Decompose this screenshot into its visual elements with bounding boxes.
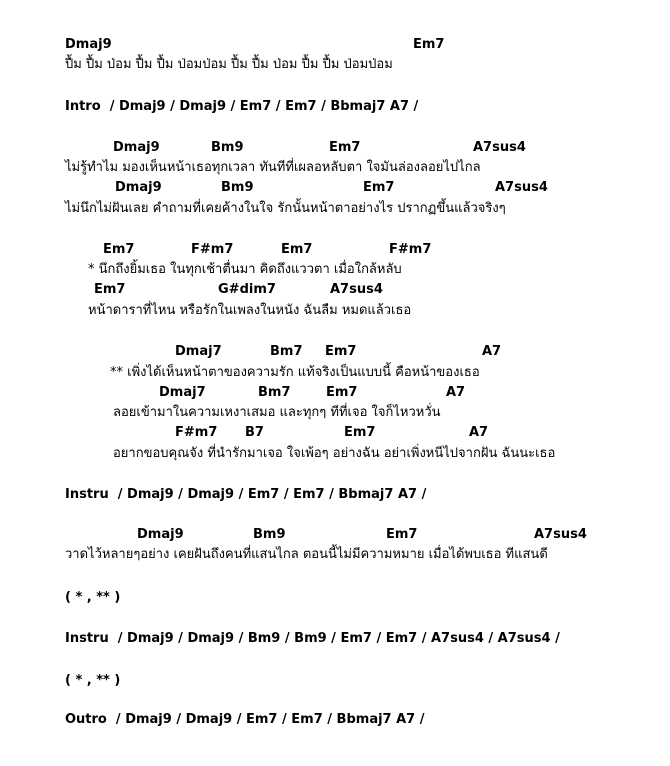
lyric-line: หน้าดาราที่ไหน หรือรักในเพลงในหนัง ฉันลืม หมดแล้วเธอ <box>88 303 412 318</box>
instrumental-progression: Instru / Dmaj9 / Dmaj9 / Em7 / Em7 / Bbmaj7 A7 / <box>65 487 427 502</box>
chord: Em7 <box>344 425 376 440</box>
chord: F#m7 <box>389 242 432 257</box>
chord: Dmaj9 <box>65 37 112 52</box>
chord: A7sus4 <box>495 180 548 195</box>
chord: Bm7 <box>258 385 291 400</box>
instrumental-progression: Instru / Dmaj9 / Dmaj9 / Bm9 / Bm9 / Em7 / Em7 / A7sus4 / A7sus4 / <box>65 631 560 646</box>
lyric-line: ** เพิ่งได้เห็นหน้าตาของความรัก แท้จริงเป็นแบบนี้ คือหน้าของเธอ <box>110 365 480 380</box>
chord: F#m7 <box>191 242 234 257</box>
chord: A7sus4 <box>330 282 383 297</box>
chord: Dmaj9 <box>113 140 160 155</box>
chord: Dmaj7 <box>159 385 206 400</box>
chord: A7 <box>446 385 466 400</box>
lyric-line: ไม่นึกไม่ฝันเลย คำถามที่เคยค้างในใจ รักนั้นหน้าตาอย่างไร ปรากฏขึ้นแล้วจริงๆ <box>65 201 506 216</box>
chord: Em7 <box>386 527 418 542</box>
chord: A7sus4 <box>534 527 587 542</box>
outro-progression: Outro / Dmaj9 / Dmaj9 / Em7 / Em7 / Bbmaj7 A7 / <box>65 712 425 727</box>
chord: A7 <box>469 425 489 440</box>
chord: Bm9 <box>221 180 254 195</box>
chord: Bm7 <box>270 344 303 359</box>
chord: F#m7 <box>175 425 218 440</box>
chord: Em7 <box>413 37 445 52</box>
lyric-line: วาดไว้หลายๆอย่าง เคยฝันถึงคนที่แสนไกล ตอนนี้ไม่มีความหมาย เมื่อได้พบเธอ ทีแสนดี <box>65 547 548 562</box>
chord: A7sus4 <box>473 140 526 155</box>
chord: Em7 <box>325 344 357 359</box>
lyric-line: อยากขอบคุณจัง ที่นำรักมาเจอ ใจเพ้อๆ อย่างฉัน อย่าเพิ่งหนีไปจากฝัน ฉันนะเธอ <box>113 446 556 461</box>
chord: Dmaj9 <box>115 180 162 195</box>
chord: Em7 <box>329 140 361 155</box>
chord: Em7 <box>363 180 395 195</box>
repeat-marker: ( * , ** ) <box>65 673 121 688</box>
intro-progression: Intro / Dmaj9 / Dmaj9 / Em7 / Em7 / Bbmaj7 A7 / <box>65 99 419 114</box>
chord: Bm9 <box>211 140 244 155</box>
repeat-marker: ( * , ** ) <box>65 590 121 605</box>
chord: Em7 <box>281 242 313 257</box>
lyric-line: * นึกถึงยิ้มเธอ ในทุกเช้าตื่นมา คิดถึงแววตา เมื่อใกล้หลับ <box>88 262 402 277</box>
chord: G#dim7 <box>218 282 276 297</box>
chord: Dmaj9 <box>137 527 184 542</box>
lyric-line: ลอยเข้ามาในความเหงาเสมอ และทุกๆ ทีที่เจอ ใจก็ไหวหวั่น <box>113 405 441 420</box>
chord: Em7 <box>94 282 126 297</box>
chord: A7 <box>482 344 502 359</box>
chord: Em7 <box>103 242 135 257</box>
chord: Em7 <box>326 385 358 400</box>
chord: Dmaj7 <box>175 344 222 359</box>
chord: B7 <box>245 425 264 440</box>
lyric-line: ไม่รู้ทำไม มองเห็นหน้าเธอทุกเวลา ทันทีที่เผลอหลับตา ใจมันล่องลอยไปไกล <box>65 160 481 175</box>
chord: Bm9 <box>253 527 286 542</box>
lyric-line: ปื้ม ปื้ม ป่อม ปื้ม ปื้ม ป่อมป่อม ปื้ม ปื้ม ป่อม ปื้ม ปื้ม ป่อมป่อม <box>65 57 393 72</box>
